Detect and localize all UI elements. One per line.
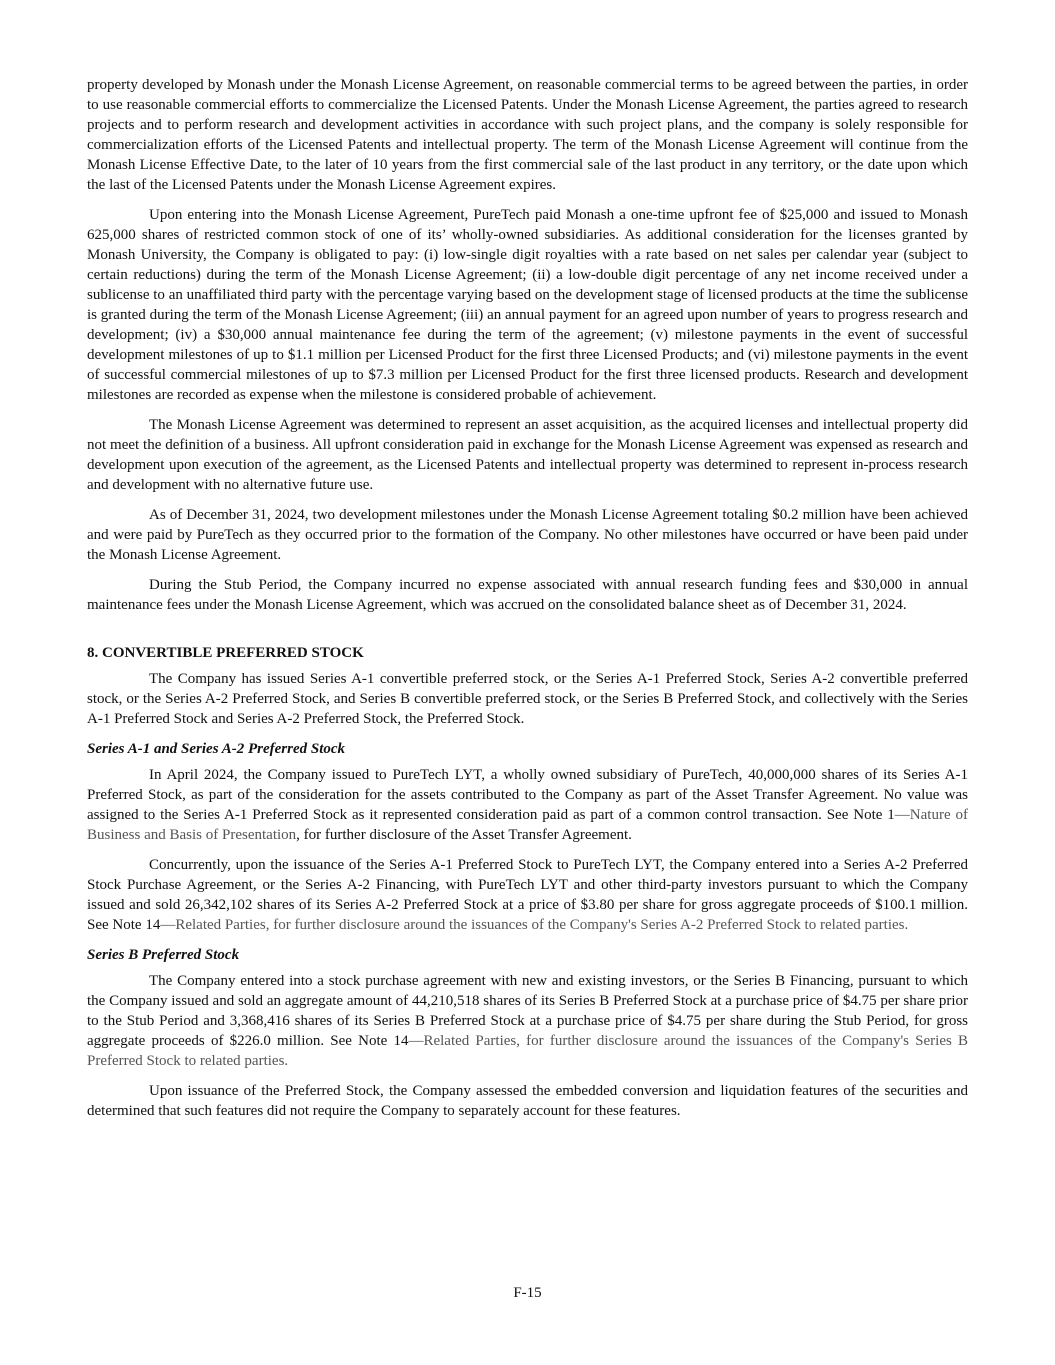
paragraph-monash-license-continued: property developed by Monash under the Monash License Agreement, on reasonable commercial terms to be agreed between the parties, in order to use reasonable commercial efforts to commercialize the Licensed Patents. Under the Monash License Agreement, the parties agreed to research projects and to perform research and development activities in accordance with such project plans, and the company is solely responsible for commercialization efforts of the Licensed Patents and intellectual property. The term of the Monash License Agreement will continue from the Monash License Effective Date, to the later of 10 years from the first commercial sale of the last product in any territory, or the date upon which the last of the Licensed Patents under the Monash License Agreement expires.: [87, 77, 968, 193]
text-run: The Company entered into a stock purchase agreement with new and existing investors, or the Series B Financing, pursuant to which the Company issued and sold an aggregate amount of 44,210,518 shares of its Series B Preferred Stock at a purchase price of $4.75 per share prior to the Stub Period and 3,368,416 shares of its Series B Preferred Stock at a purchase price of $4.75 per share during the Stub Period, for gross aggregate proceeds of $226.0 million. See Note 14: [87, 973, 968, 1049]
text-run: , for further disclosure of the Asset Transfer Agreement.: [296, 827, 632, 843]
text-run: Concurrently, upon the issuance of the Series A-1 Preferred Stock to PureTech LYT, the Company entered into a Series A-2 Preferred Stock Purchase Agreement, or the Series A-2 Financing, with PureTech LYT and other third-party investors pursuant to which the Company issued and sold 26,342,102 shares of its Series A-2 Preferred Stock at a price of $3.80 per share for gross aggregate proceeds of $100.1 million. See Note 14: [87, 857, 968, 933]
text-run: In April 2024, the Company issued to PureTech LYT, a wholly owned subsidiary of PureTech, 40,000,000 shares of its Series A-1 Preferred Stock, as part of the consideration for the assets contributed to the Company as part of the Asset Transfer Agreement. No value was assigned to the Series A-1 Preferred Stock as it represented consideration paid as part of a common control transaction. See Note 1: [87, 767, 968, 823]
paragraph-milestones: As of December 31, 2024, two development milestones under the Monash License Agreement totaling $0.2 million have been achieved and were paid by PureTech as they occurred prior to the formation of the Company. No other milestones have occurred or have been paid under the Monash License Agreement.: [87, 507, 968, 563]
note-reference-14: —Related Parties, for further disclosure around the issuances of the Company's Series B Preferred Stock to related parties.: [87, 1033, 968, 1069]
subheading-series-b: Series B Preferred Stock: [87, 947, 240, 963]
page-number: F-15: [513, 1285, 542, 1301]
paragraph-stub-period-expense: During the Stub Period, the Company incurred no expense associated with annual research funding fees and $30,000 in annual maintenance fees under the Monash License Agreement, which was accrued on the consolidated balance sheet as of December 31, 2024.: [87, 577, 968, 613]
paragraph-monash-payments: Upon entering into the Monash License Agreement, PureTech paid Monash a one-time upfront fee of $25,000 and issued to Monash 625,000 shares of restricted common stock of one of its’ wholly-owned subsidiaries. As additional consideration for the licenses granted by Monash University, the Company is obligated to pay: (i) low-single digit royalties with a rate based on net sales per calendar year (subject to certain reductions) during the term of the Monash License Agreement; (ii) a low-double digit percentage of any net income received under a sublicense to an unaffiliated third party with the percentage varying based on the development stage of licensed products at the time the sublicense is granted during the term of the Monash License Agreement; (iii) an annual payment for an agreed upon number of years to progress research and development; (iv) a $30,000 annual maintenance fee during the term of the agreement; (v) milestone payments in the event of successful development milestones of up to $1.1 million per Licensed Product for the first three Licensed Products; and (vi) milestone payments in the event of successful commercial milestones of up to $7.3 million per Licensed Product for the first three licensed products. Research and development milestones are recorded as expense when the milestone is considered probable of achievement.: [87, 207, 968, 403]
paragraph-series-b-financing: [87, 971, 968, 1071]
note-reference-1: —Nature of Business and Basis of Presentation: [87, 807, 968, 843]
note-reference-14: —Related Parties, for further disclosure around the issuances of the Company's Series A-2 Preferred Stock to related parties.: [160, 917, 909, 933]
paragraph-asset-acquisition: The Monash License Agreement was determined to represent an asset acquisition, as the acquired licenses and intellectual property did not meet the definition of a business. All upfront consideration paid in exchange for the Monash License Agreement was expensed as research and development upon execution of the agreement, as the Licensed Patents and intellectual property was determined to represent in-process research and development with no alternative future use.: [87, 417, 968, 493]
subheading-series-a: Series A-1 and Series A-2 Preferred Stock: [87, 741, 346, 757]
paragraph-preferred-stock-intro: The Company has issued Series A-1 convertible preferred stock, or the Series A-1 Preferred Stock, Series A-2 convertible preferred stock, or the Series A-2 Preferred Stock, and Series B convertible preferred stock, or the Series B Preferred Stock, and collectively with the Series A-1 Preferred Stock and Series A-2 Preferred Stock, the Preferred Stock.: [87, 671, 968, 727]
paragraph-embedded-features: Upon issuance of the Preferred Stock, the Company assessed the embedded conversion and liquidation features of the securities and determined that such features did not require the Company to separately account for these features.: [87, 1083, 968, 1119]
paragraph-series-a1-issuance: [87, 765, 968, 845]
section-heading-convertible-preferred-stock: 8. CONVERTIBLE PREFERRED STOCK: [87, 645, 364, 661]
paragraph-series-a2-financing: [87, 855, 968, 935]
